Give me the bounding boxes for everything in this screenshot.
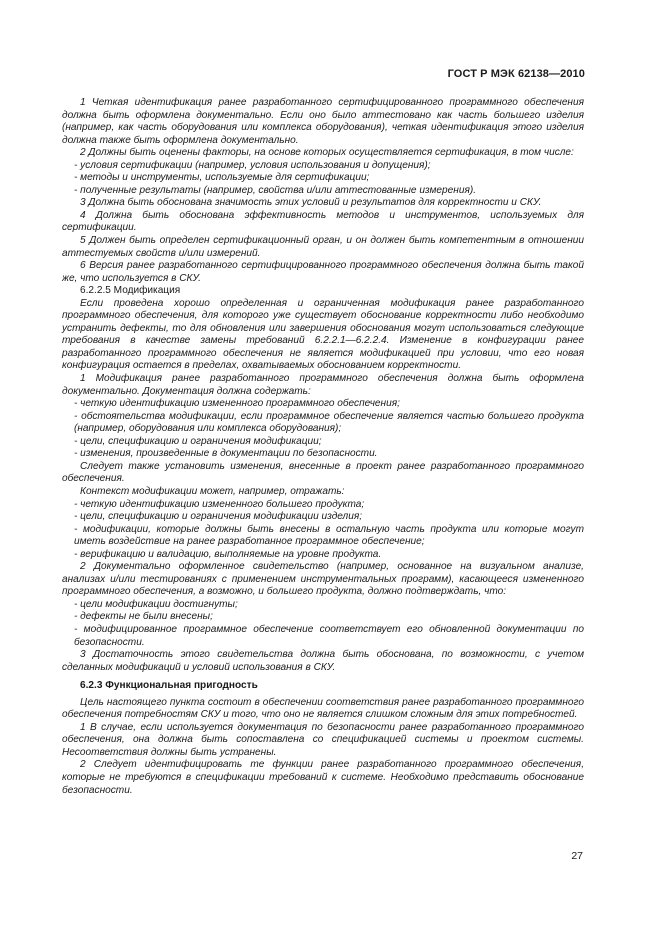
list-item: - цели, спецификацию и ограничения модификации изделия; — [74, 511, 363, 523]
list-item: - четкую идентификацию измененного программного обеспечения; — [74, 398, 400, 410]
paragraph: 1 В случае, если используется документация по безопасности ранее разработанного программного обеспечения, она должна быть сопоставлена со спецификацией системы и проектом системы. Несоответствия должны быть устранены. — [62, 721, 584, 758]
list-item: - условия сертификации (например, условия использования и допущения); — [74, 159, 431, 171]
subsection-title: 6.2.2.5 Модификация — [80, 285, 181, 297]
paragraph: Если проведена хорошо определенная и ограниченная модификация ранее разработанного программного обеспечения, для которого уже существует обоснование корректности либо необходимо устранить дефекты, то для обновления или завершения обоснования могут использоваться следующие требования в качестве замены требований 6.2.2.1—6.2.2.4. Изменение в конфигурации ранее разработанного программного обеспечения не является модификацией при условии, что его новая конфигурация остается в пределах, охватываемых обоснованием корректности. — [62, 297, 584, 372]
page-number: 27 — [571, 850, 583, 862]
list-item: - методы и инструменты, используемые для сертификации; — [74, 172, 370, 184]
paragraph: 3 Достаточность этого свидетельства должна быть обоснована, по возможности, с учетом сделанных модификаций и условий использования в СКУ. — [62, 649, 584, 673]
list-item: - верификацию и валидацию, выполняемые на уровне продукта. — [74, 548, 382, 560]
paragraph: 1 Модификация ранее разработанного программного обеспечения должна быть оформлена документально. Документация должна содержать: — [62, 373, 584, 397]
list-item: - изменения, произведенные в документации по безопасности. — [74, 448, 378, 460]
list-item: - цели, спецификацию и ограничения модификации; — [74, 435, 322, 447]
paragraph: 5 Должен быть определен сертификационный орган, и он должен быть компетентным в отношении аттестуемых свойств и/или измерений. — [62, 235, 584, 259]
list-item: - полученные результаты (например, свойства и/или аттестованные измерения). — [74, 184, 476, 196]
list-item: - цели модификации достигнуты; — [74, 598, 238, 610]
list-item: - обстоятельства модификации, если программное обеспечение является частью большего продукта (например, оборудования или комплекса оборудования); — [74, 410, 584, 435]
list-item: - четкую идентификацию измененного большего продукта; — [74, 498, 365, 510]
document-header: ГОСТ Р МЭК 62138—2010 — [447, 68, 585, 80]
paragraph: Следует также установить изменения, внесенные в проект ранее разработанного программного обеспечения. — [62, 460, 584, 485]
paragraph: 2 Следует идентифицировать те функции ранее разработанного программного обеспечения, которые не требуются в спецификации требований к системе. Необходимо представить обоснование безопасности. — [62, 759, 584, 796]
paragraph: Цель настоящего пункта состоит в обеспечении соответствия ранее разработанного программного обеспечения потребностям СКУ и того, что оно не является слишком сложным для этих потребностей. — [62, 696, 584, 721]
paragraph: 3 Должна быть обоснована значимость этих условий и результатов для корректности и СКУ. — [80, 197, 542, 209]
paragraph: Контекст модификации может, например, отражать: — [80, 485, 345, 497]
paragraph: 4 Должна быть обоснована эффективность методов и инструментов, используемых для сертификации. — [62, 209, 584, 234]
paragraph: 2 Должны быть оценены факторы, на основе которых осуществляется сертификация, в том числе: — [80, 147, 574, 159]
list-item: - модифицированное программное обеспечение соответствует его обновленной документации по безопасности. — [74, 623, 584, 648]
document-body — [62, 97, 584, 797]
list-item: - модификации, которые должны быть внесены в остальную часть продукта или которые могут иметь воздействие на ранее разработанное программное обеспечение; — [74, 523, 584, 548]
paragraph: 2 Документально оформленное свидетельство (например, основанное на визуальном анализе, анализах и/или тестированиях с применением инструментальных программ), касающееся измененного программного обеспечения, а возможно, и большего продукта, должно подтверждать, что: — [62, 561, 584, 598]
paragraph: 6 Версия ранее разработанного сертифицированного программного обеспечения должна быть такой же, что используется в СКУ. — [62, 260, 584, 284]
list-item: - дефекты не были внесены; — [74, 611, 213, 623]
section-heading: 6.2.3 Функциональная пригодность — [80, 680, 258, 692]
paragraph: 1 Четкая идентификация ранее разработанного сертифицированного программного обеспечения должна быть оформлена документально. Если оно было аттестовано как часть большего изделия (например, как часть оборудования или комплекса оборудования), четкая идентификация этого изделия должна также быть оформлена документально. — [62, 97, 584, 146]
